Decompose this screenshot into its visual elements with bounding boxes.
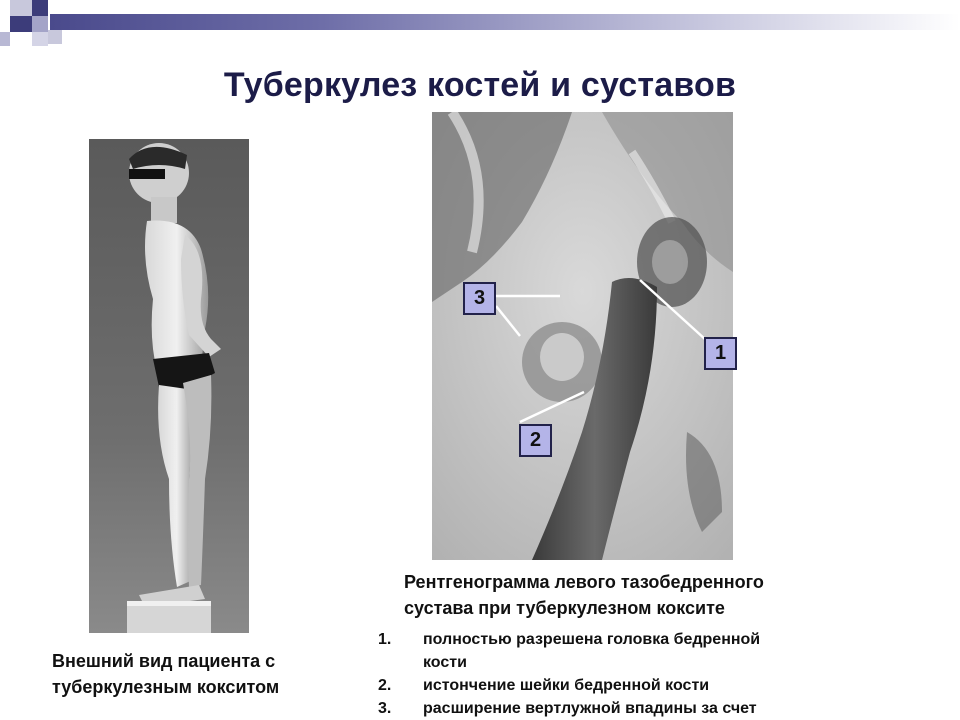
list-item <box>378 697 848 720</box>
list-item-text: полностью разрешена головка бедренной <box>423 631 761 648</box>
xray-caption <box>404 569 844 621</box>
slide-title: Туберкулез костей и суставов <box>223 66 737 104</box>
list-item-text: расширение вертлужной впадины за счет <box>423 700 757 717</box>
list-item-text-cont: кости <box>423 654 467 671</box>
patient-caption-line-2: туберкулезным кокситом <box>52 677 280 697</box>
list-item <box>378 628 848 674</box>
marker-2: 2 <box>519 424 552 457</box>
list-item-text: истончение шейки бедренной кости <box>423 677 710 694</box>
list-item <box>378 674 848 697</box>
list-item-number: 3. <box>378 700 392 717</box>
list-item-number: 2. <box>378 677 392 694</box>
patient-photo-caption <box>52 648 342 700</box>
findings-list <box>378 628 848 720</box>
patient-caption-line-1: Внешний вид пациента с <box>52 651 276 671</box>
xray-caption-line-2: сустава при туберкулезном коксите <box>404 598 725 618</box>
marker-3: 3 <box>463 282 496 315</box>
list-item-number: 1. <box>378 631 392 648</box>
marker-1: 1 <box>704 337 737 370</box>
xray-caption-line-1: Рентгенограмма левого тазобедренного <box>404 572 764 592</box>
